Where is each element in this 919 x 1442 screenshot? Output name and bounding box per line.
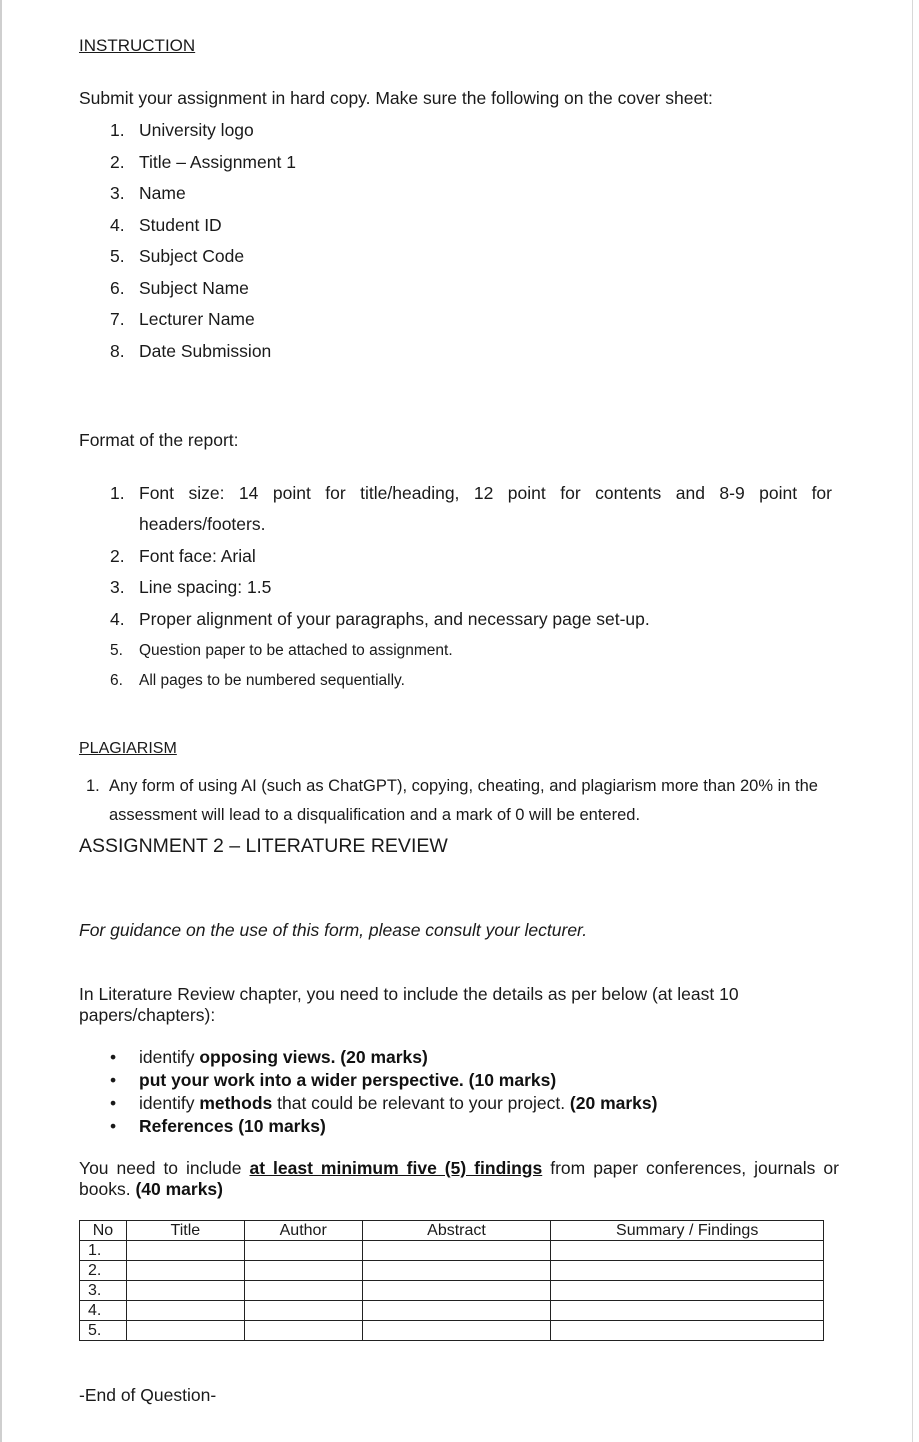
instruction-heading: INSTRUCTION [79,36,196,55]
requirements-list [110,1046,657,1138]
row-number: 4. [80,1301,127,1321]
list-item: • identify methods that could be relevant to your project. (20 marks) [110,1093,658,1113]
column-header-abstract: Abstract [362,1221,551,1241]
list-item: • put your work into a wider perspective. (10 marks) [110,1070,557,1090]
bullet-icon: • [110,1116,117,1136]
end-of-question: -End of Question- [79,1385,217,1405]
bullet-icon: • [110,1093,117,1113]
table-cell [126,1281,244,1301]
table-row [80,1241,824,1261]
page-edge [0,0,2,1442]
table-cell [244,1301,362,1321]
table-cell [551,1241,824,1261]
guidance-note: For guidance on the use of this form, please consult your lecturer. [79,920,588,940]
table-cell [126,1241,244,1261]
row-number: 1. [80,1241,127,1261]
findings-requirement: You need to include at least minimum five (5) findings from paper conferences, journals or books. (40 marks) [79,1158,839,1199]
list-item: 8. Date Submission [110,341,272,361]
row-number: 5. [80,1321,127,1341]
list-item: 1. Font size: 14 point for title/heading, 12 point for contents and 8-9 point for headers/footers. [110,478,832,540]
list-item: 2. Title – Assignment 1 [110,152,296,172]
page-edge [912,0,913,1442]
row-number: 2. [80,1261,127,1281]
list-item: 4. Student ID [110,215,222,235]
list-item: 3. Name [110,183,186,203]
table-header-row [80,1221,824,1241]
table-cell [244,1241,362,1261]
list-item: 5. Subject Code [110,246,245,266]
table-cell [362,1281,551,1301]
instruction-intro: Submit your assignment in hard copy. Make sure the following on the cover sheet: [79,88,713,108]
table-cell [244,1321,362,1341]
table-cell [362,1321,551,1341]
plagiarism-heading: PLAGIARISM [79,740,177,757]
table-cell [126,1261,244,1281]
list-item: 1. University logo [110,120,254,140]
list-item: 7. Lecturer Name [110,309,255,329]
list-item: 4. Proper alignment of your paragraphs, and necessary page set-up. [110,609,650,629]
list-item: 6. Subject Name [110,278,249,298]
list-item: 5. Question paper to be attached to assignment. [110,642,453,659]
table-cell [362,1261,551,1281]
format-item-line: Font size: 14 point for title/heading, 12 point for contents and 8-9 point for [139,483,832,503]
list-item: • References (10 marks) [110,1116,326,1136]
table-row [80,1281,824,1301]
table-cell [551,1321,824,1341]
bullet-icon: • [110,1070,117,1090]
table-cell [244,1281,362,1301]
column-header-author: Author [244,1221,362,1241]
format-item-line: headers/footers. [139,514,266,534]
table-row [80,1301,824,1321]
row-number: 3. [80,1281,127,1301]
table-cell [551,1261,824,1281]
format-heading: Format of the report: [79,430,239,450]
table-cell [126,1321,244,1341]
column-header-title: Title [126,1221,244,1241]
table-cell [362,1241,551,1261]
table-cell [551,1281,824,1301]
list-item: 3. Line spacing: 1.5 [110,577,272,597]
literature-review-intro: In Literature Review chapter, you need to include the details as per below (at least 10 papers/chapters): [79,984,739,1025]
list-item: • identify opposing views. (20 marks) [110,1047,428,1067]
findings-table [79,1220,824,1341]
list-item: 6. All pages to be numbered sequentially. [110,672,405,689]
column-header-summary: Summary / Findings [551,1221,824,1241]
table-cell [551,1301,824,1321]
table-cell [244,1261,362,1281]
table-row [80,1321,824,1341]
table-cell [362,1301,551,1321]
column-header-no: No [80,1221,127,1241]
bullet-icon: • [110,1047,117,1067]
table-row [80,1261,824,1281]
plagiarism-statement: 1. Any form of using AI (such as ChatGPT), copying, cheating, and plagiarism more than 20% in the assessment will lead to a disqualification and a mark of 0 will be entered. [86,777,818,824]
list-item: 2. Font face: Arial [110,546,256,566]
assignment-title: ASSIGNMENT 2 – LITERATURE REVIEW [79,835,448,857]
table-cell [126,1301,244,1321]
